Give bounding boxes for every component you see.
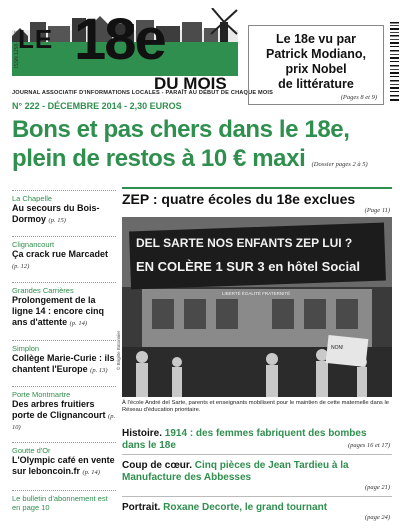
sidebar-item-title: Au secours du Bois-Dormoy (p. 15) bbox=[12, 203, 100, 224]
teaser-kicker: Portrait. bbox=[122, 502, 161, 513]
sidebar-item-ref: (p. 14) bbox=[82, 469, 100, 476]
promo-line: Patrick Modiano, bbox=[265, 47, 367, 61]
sidebar-item-kicker: Goutte d'Or bbox=[12, 446, 51, 455]
teaser-text: Cinq pièces de Jean Tardieu à la Manufacture des Abbesses bbox=[122, 460, 349, 483]
headline-line-2: plein de restos à 10 € maxi bbox=[12, 145, 306, 172]
sidebar-item-kicker: Grandes Carrières bbox=[12, 286, 74, 295]
banner-text-2: EN COLÈRE 1 SUR 3 en hôtel Social bbox=[136, 259, 360, 274]
sidebar-item-title: L'Olympic café en vente sur leboncoin.fr (p. 14) bbox=[12, 455, 115, 476]
sidebar-item-ref: (p. 10) bbox=[12, 413, 116, 431]
sidebar-item-kicker: La Chapelle bbox=[12, 194, 53, 203]
headline-page-ref: (Dossier pages 2 à 5) bbox=[311, 161, 368, 168]
promo-line: prix Nobel bbox=[285, 62, 347, 76]
sidebar-item-ref: (p. 12) bbox=[12, 263, 30, 270]
issn: ISSN 1258-0546 bbox=[14, 31, 20, 68]
subscription-note[interactable]: Le bulletin d'abonnement est en page 10 bbox=[12, 490, 116, 512]
zep-page-ref: (Page 11) bbox=[364, 207, 390, 214]
photo-caption: À l'école André del Sarte, parents et enseignants mobilisent pour le maintien de cette maternelle dans le Réseau d'éducation prioritaire. bbox=[122, 400, 389, 413]
sidebar-item-porte-montmartre[interactable] bbox=[12, 386, 116, 432]
sidebar-item-kicker: Clignancourt bbox=[12, 240, 55, 249]
divider bbox=[122, 454, 392, 455]
sidebar-item-kicker: Porte Montmartre bbox=[12, 390, 71, 399]
teaser-kicker: Coup de cœur. bbox=[122, 460, 192, 471]
logo-18e: 18e bbox=[74, 7, 165, 72]
school-protest-photo bbox=[122, 217, 392, 397]
nobel-promo-box[interactable] bbox=[248, 25, 384, 105]
logo-du-mois: DU MOIS bbox=[154, 74, 227, 93]
teaser-kicker: Histoire. bbox=[122, 428, 163, 439]
teaser-text: Roxane Decorte, le grand tournant bbox=[163, 502, 328, 513]
sidebar-item-ref: (p. 13) bbox=[90, 367, 108, 374]
sidebar-item-kicker: Simplon bbox=[12, 344, 40, 353]
divider bbox=[122, 496, 392, 497]
logo-le: LE bbox=[18, 24, 54, 54]
main-headline[interactable] bbox=[12, 115, 392, 173]
teaser-page-ref: (page 21) bbox=[364, 484, 390, 491]
sidebar-item-clignancourt[interactable] bbox=[12, 236, 116, 271]
promo-line: de littérature bbox=[278, 77, 354, 91]
teaser-text: 1914 : des femmes fabriquent des bombes dans le 18e bbox=[122, 428, 367, 451]
teaser-page-ref: (page 24) bbox=[364, 514, 390, 521]
journal-tagline: JOURNAL ASSOCIATIF D'INFORMATIONS LOCALES - PARAÎT AU DÉBUT DE CHAQUE MOIS bbox=[12, 90, 274, 96]
teaser-page-ref: (pages 16 et 17) bbox=[347, 442, 390, 449]
teaser-coup-de-coeur[interactable] bbox=[122, 460, 392, 484]
zep-feature[interactable] bbox=[122, 187, 392, 214]
zep-title: ZEP : quatre écoles du 18e exclues bbox=[122, 187, 392, 207]
sidebar-item-goutte-dor[interactable] bbox=[12, 442, 116, 477]
barcode-icon bbox=[390, 20, 399, 104]
promo-page-ref: (Pages 8 et 9) bbox=[340, 94, 377, 101]
sidebar bbox=[12, 190, 116, 510]
teaser-portrait[interactable] bbox=[122, 502, 392, 514]
sidebar-item-title: Prolongement de la ligne 14 : encore cinq ans d'attente (p. 14) bbox=[12, 295, 105, 327]
sidebar-item-title: Ça crack rue Marcadet (p. 12) bbox=[12, 249, 109, 270]
banner-text-1: DEL SARTE NOS ENFANTS ZEP LUI ? bbox=[136, 236, 353, 250]
sidebar-item-title: Des arbres fruitiers porte de Clignancourt (p. 10) bbox=[12, 399, 116, 431]
headline-line-1: Bons et pas chers dans le 18e, bbox=[12, 116, 350, 143]
sidebar-item-simplon[interactable] bbox=[12, 340, 116, 375]
sidebar-item-ref: (p. 14) bbox=[69, 320, 88, 327]
building-sign: LIBERTÉ ÉGALITÉ FRATERNITÉ bbox=[222, 291, 291, 296]
sidebar-item-la-chapelle[interactable] bbox=[12, 190, 116, 225]
protest-sign-text: NON! bbox=[331, 345, 344, 351]
issue-line: N° 222 - DÉCEMBRE 2014 - 2,30 EUROS bbox=[12, 101, 182, 111]
promo-line: Le 18e vu par bbox=[276, 32, 356, 46]
photo-credit: © Brigitte Batonnier bbox=[116, 330, 121, 370]
sidebar-item-ref: (p. 15) bbox=[48, 217, 66, 224]
sidebar-item-title: Collège Marie-Curie : ils chantent l'Europe (p. 13) bbox=[12, 353, 115, 374]
photo-illustration bbox=[122, 217, 392, 397]
sidebar-item-grandes-carrieres[interactable] bbox=[12, 282, 116, 328]
